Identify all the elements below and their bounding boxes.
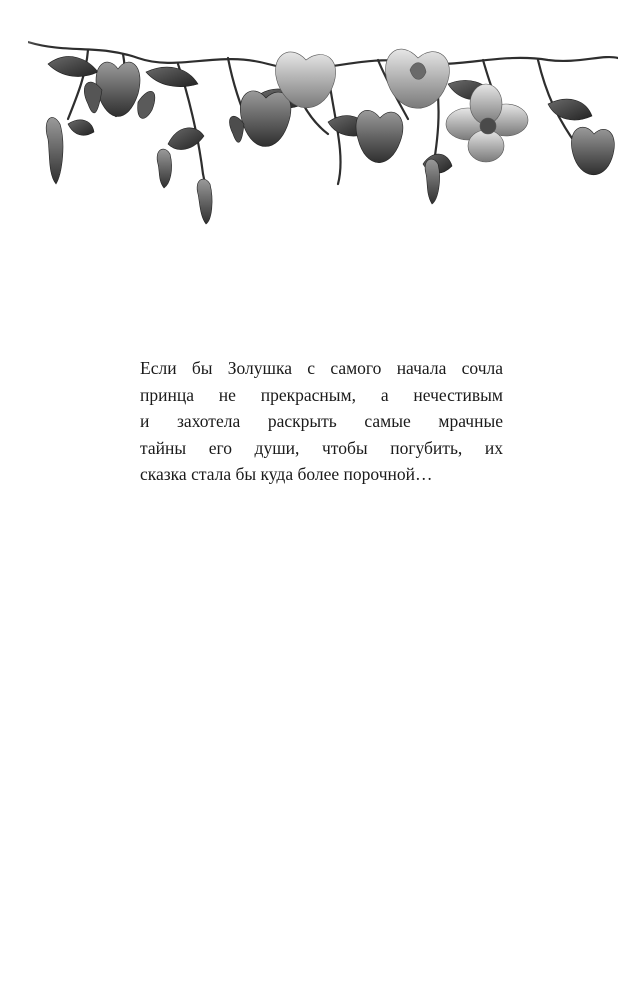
- top-fade: [28, 24, 618, 46]
- magnolia-bloom-4: [571, 127, 614, 175]
- epigraph-paragraph: [140, 355, 503, 488]
- magnolia-bloom-light-2: [385, 49, 449, 108]
- orchid-bloom: [446, 84, 528, 162]
- epigraph-line-5: сказка стала бы куда более порочной…: [140, 464, 433, 484]
- magnolia-bloom-3: [356, 110, 403, 162]
- epigraph-line-4: тайны его души, чтобы погубить, их: [140, 437, 503, 458]
- epigraph-line-1: Если бы Золушка с самого начала сочла: [140, 358, 503, 378]
- magnolia-floral-illustration: [28, 24, 618, 234]
- epigraph-line-2: принца не прекрасным, а нечестивым: [140, 384, 503, 405]
- magnolia-illustration-svg: [28, 24, 618, 234]
- epigraph-line-3: и захотела раскрыть самые мрачные: [140, 411, 503, 431]
